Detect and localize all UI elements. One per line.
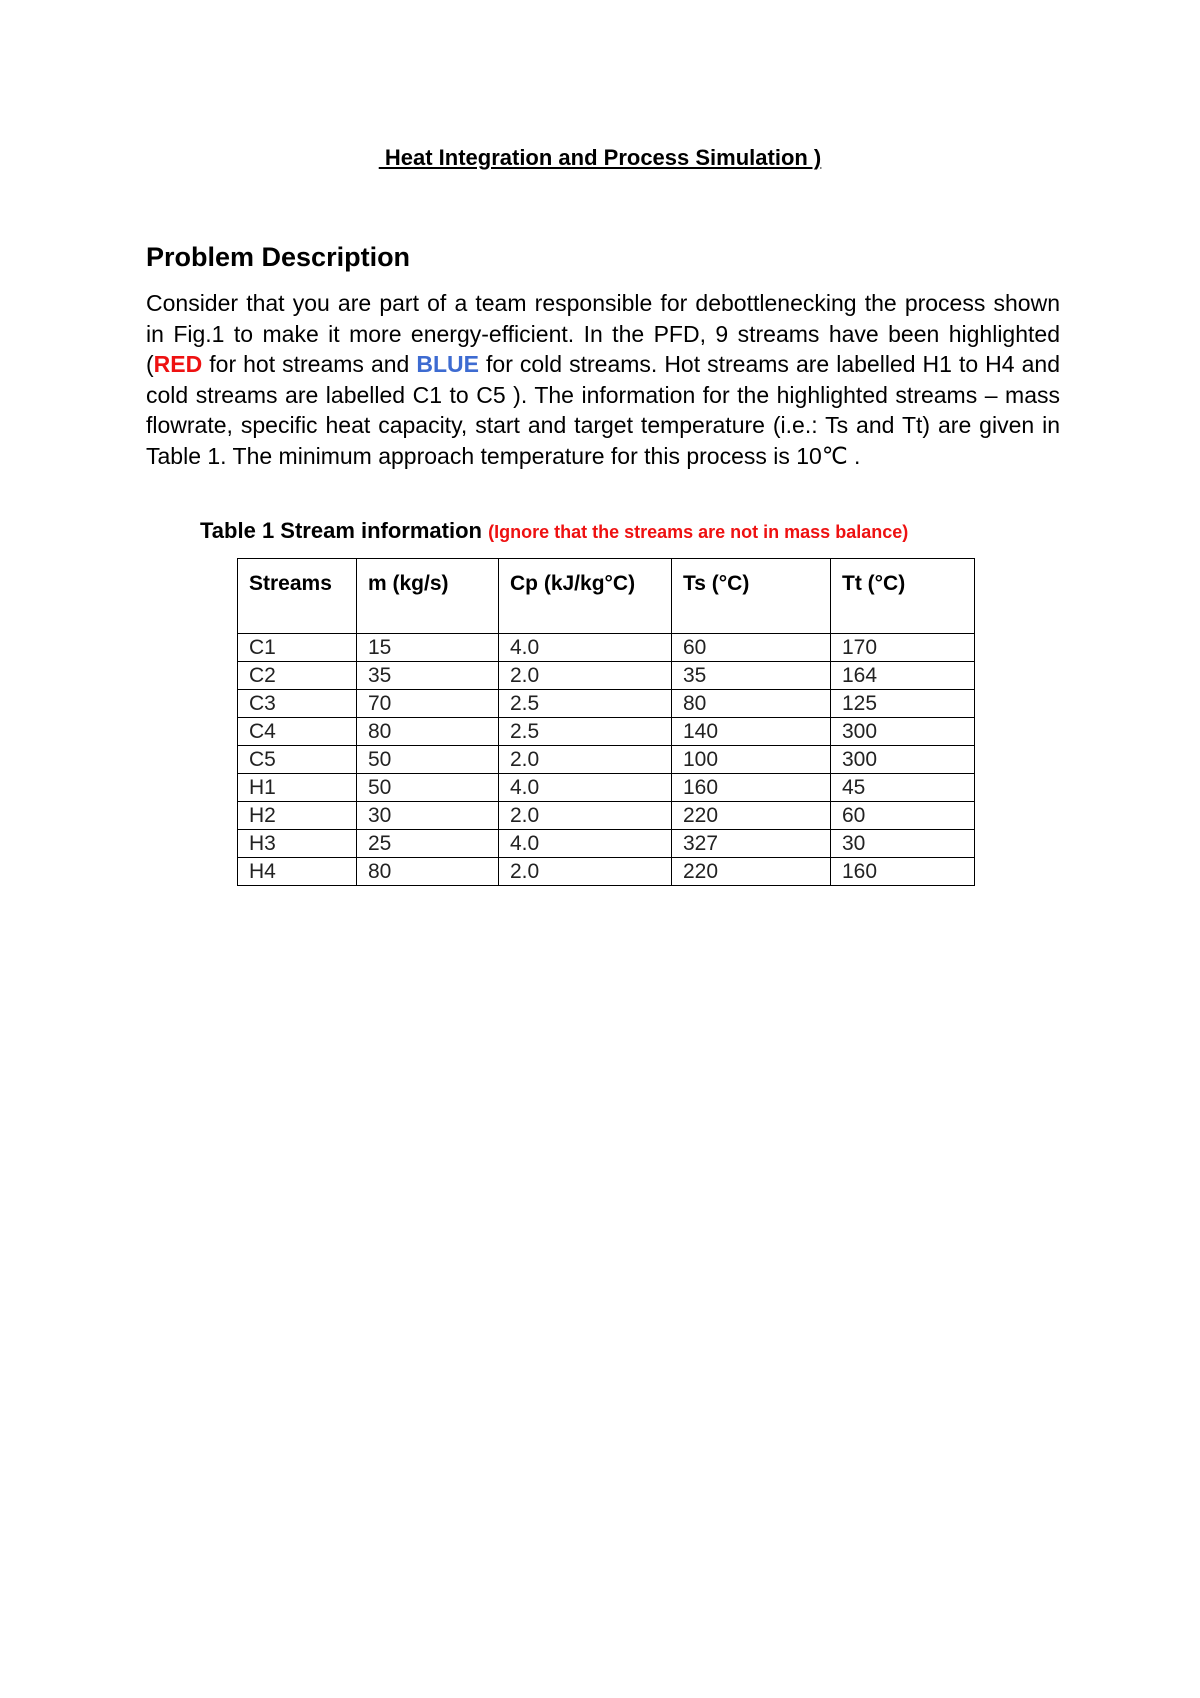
cell-target-temperature: 300 [831,746,975,774]
cell-mass-flowrate: 30 [357,802,499,830]
problem-paragraph [146,288,1060,471]
cell-heat-capacity: 4.0 [499,830,672,858]
cell-start-temperature: 220 [672,858,831,886]
header-target-temperature: Tt (°C) [831,559,975,634]
cell-target-temperature: 170 [831,634,975,662]
table-header-row [238,559,975,634]
table-row [238,830,975,858]
cell-mass-flowrate: 80 [357,718,499,746]
table-row [238,858,975,886]
page-title: Heat Integration and Process Simulation ) [378,145,822,170]
cell-target-temperature: 125 [831,690,975,718]
cell-target-temperature: 300 [831,718,975,746]
table-row [238,802,975,830]
cell-stream: H1 [238,774,357,802]
cell-stream: C5 [238,746,357,774]
cell-start-temperature: 140 [672,718,831,746]
blue-keyword: BLUE [416,351,479,377]
cell-stream: H4 [238,858,357,886]
cell-heat-capacity: 2.5 [499,718,672,746]
table-row [238,662,975,690]
table-caption-note: (Ignore that the streams are not in mass balance) [488,522,909,542]
cell-stream: C1 [238,634,357,662]
paragraph-text-1: Consider that you are part of a team responsible for debottlenecking the process shown in Fig.1 to make it more energy-efficient. In the PFD, 9 streams have been highlighted ( [146,290,1060,377]
cell-heat-capacity: 2.5 [499,690,672,718]
table-row [238,690,975,718]
cell-mass-flowrate: 70 [357,690,499,718]
header-mass-flowrate: m (kg/s) [357,559,499,634]
cell-mass-flowrate: 15 [357,634,499,662]
cell-heat-capacity: 2.0 [499,746,672,774]
cell-start-temperature: 160 [672,774,831,802]
cell-mass-flowrate: 50 [357,774,499,802]
cell-mass-flowrate: 50 [357,746,499,774]
table-row [238,774,975,802]
cell-stream: C3 [238,690,357,718]
cell-target-temperature: 60 [831,802,975,830]
cell-stream: C4 [238,718,357,746]
header-heat-capacity: Cp (kJ/kg°C) [499,559,672,634]
cell-target-temperature: 164 [831,662,975,690]
table-caption-text: Table 1 Stream information [200,518,489,543]
cell-stream: C2 [238,662,357,690]
cell-stream: H3 [238,830,357,858]
cell-start-temperature: 80 [672,690,831,718]
cell-start-temperature: 100 [672,746,831,774]
table-row [238,718,975,746]
cell-stream: H2 [238,802,357,830]
cell-heat-capacity: 4.0 [499,634,672,662]
cell-heat-capacity: 2.0 [499,802,672,830]
cell-mass-flowrate: 35 [357,662,499,690]
header-start-temperature: Ts (°C) [672,559,831,634]
cell-start-temperature: 60 [672,634,831,662]
cell-start-temperature: 327 [672,830,831,858]
cell-target-temperature: 30 [831,830,975,858]
table-caption [200,518,908,544]
cell-heat-capacity: 4.0 [499,774,672,802]
cell-target-temperature: 160 [831,858,975,886]
section-heading: Problem Description [146,242,411,272]
table-body [238,634,975,886]
paragraph-text-2: for hot streams and [202,351,417,377]
stream-information-table [237,558,975,886]
cell-mass-flowrate: 25 [357,830,499,858]
paragraph-text-3: for cold streams. Hot streams are labelled H1 to H4 and cold streams are labelled C1 to C5 ). The information for the highlighted streams – mass flowrate, specific heat capacity, start and target temperature (i.e.: Ts and Tt) are given in Table 1. The minimum approach temperature for this process is 10℃ . [146,351,1060,469]
table-row [238,634,975,662]
cell-mass-flowrate: 80 [357,858,499,886]
cell-start-temperature: 35 [672,662,831,690]
cell-heat-capacity: 2.0 [499,858,672,886]
header-streams: Streams [238,559,357,634]
cell-start-temperature: 220 [672,802,831,830]
table-row [238,746,975,774]
cell-heat-capacity: 2.0 [499,662,672,690]
cell-target-temperature: 45 [831,774,975,802]
red-keyword: RED [153,351,203,377]
